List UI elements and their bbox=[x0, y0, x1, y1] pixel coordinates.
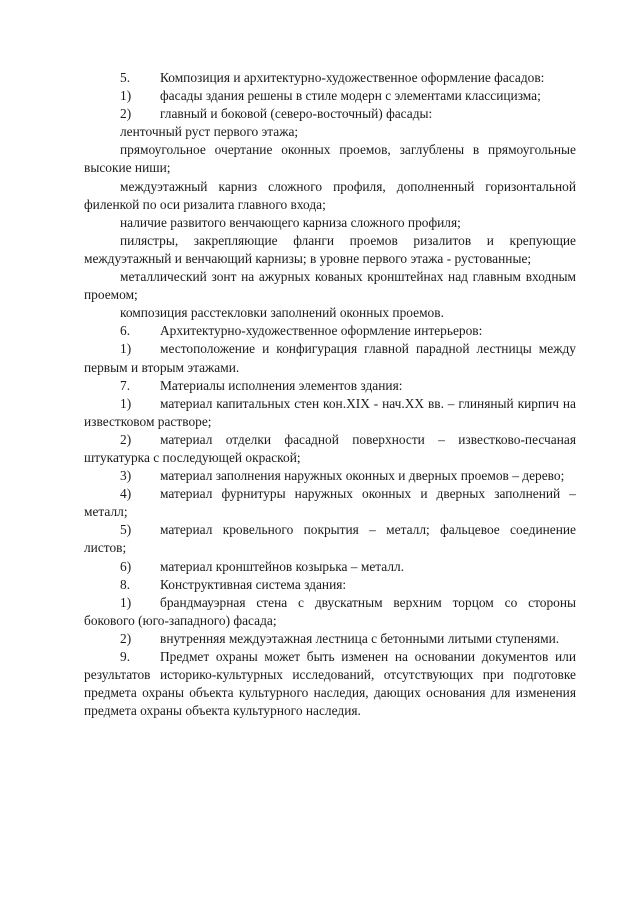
paragraph-text: материал заполнения наружных оконных и дверных проемов – дерево; bbox=[160, 468, 565, 484]
paragraph-number: 6. bbox=[120, 323, 131, 339]
document-paragraph bbox=[84, 521, 576, 557]
document-paragraph bbox=[84, 377, 576, 395]
document-paragraph bbox=[84, 467, 576, 485]
paragraph-text: Материалы исполнения элементов здания: bbox=[160, 377, 403, 393]
paragraph-text: металлический зонт на ажурных кованых кронштейнах над главным входным проемом; bbox=[84, 269, 576, 303]
paragraph-text: главный и боковой (северо-восточный) фасады: bbox=[160, 106, 433, 122]
paragraph-text: композиция расстекловки заполнений оконных проемов. bbox=[120, 305, 444, 321]
paragraph-number: 2) bbox=[120, 630, 132, 646]
document-paragraph bbox=[84, 268, 576, 304]
paragraph-number: 5. bbox=[120, 70, 131, 85]
document-paragraph bbox=[84, 630, 576, 648]
document-paragraph bbox=[84, 123, 576, 141]
document-paragraph bbox=[84, 485, 576, 521]
paragraph-text: материал отделки фасадной поверхности – известково-песчаная штукатурка с последующей окраской; bbox=[84, 431, 576, 465]
paragraph-text: наличие развитого венчающего карниза сложного профиля; bbox=[120, 214, 461, 230]
paragraph-number: 1) bbox=[120, 395, 132, 411]
paragraph-text: материал кровельного покрытия – металл; фальцевое соединение листов; bbox=[84, 522, 576, 556]
paragraph-text: местоположение и конфигурация главной парадной лестницы между первым и вторым этажами. bbox=[84, 341, 576, 375]
document-paragraph bbox=[84, 322, 576, 340]
paragraph-text: Архитектурно-художественное оформление интерьеров: bbox=[160, 323, 483, 339]
document-paragraph bbox=[84, 141, 576, 177]
document-paragraph bbox=[84, 87, 576, 105]
paragraph-text: междуэтажный карниз сложного профиля, дополненный горизонтальной филенкой по оси ризалита главного входа; bbox=[84, 178, 576, 212]
document-body bbox=[84, 69, 576, 720]
document-paragraph bbox=[84, 105, 576, 123]
paragraph-text: ленточный руст первого этажа; bbox=[120, 124, 299, 140]
document-paragraph bbox=[84, 431, 576, 467]
document-paragraph bbox=[84, 178, 576, 214]
paragraph-number: 2) bbox=[120, 431, 132, 447]
paragraph-text: материал капитальных стен кон.XIX - нач.XX вв. – глиняный кирпич на известковом растворе; bbox=[84, 395, 576, 429]
document-paragraph bbox=[84, 340, 576, 376]
paragraph-number: 8. bbox=[120, 576, 131, 592]
paragraph-text: пилястры, закрепляющие фланги проемов ризалитов и крепующие междуэтажный и венчающий карнизы; в уровне первого этажа - рустованные; bbox=[84, 232, 576, 266]
paragraph-number: 5) bbox=[120, 522, 132, 538]
paragraph-number: 7. bbox=[120, 377, 131, 393]
paragraph-number: 1) bbox=[120, 594, 132, 610]
document-paragraph bbox=[84, 395, 576, 431]
paragraph-text: материал кронштейнов козырька – металл. bbox=[160, 558, 405, 574]
document-paragraph bbox=[84, 648, 576, 720]
paragraph-number: 1) bbox=[120, 88, 132, 104]
document-paragraph bbox=[84, 558, 576, 576]
document-paragraph bbox=[84, 304, 576, 322]
document-paragraph bbox=[84, 214, 576, 232]
document-paragraph bbox=[84, 232, 576, 268]
document-paragraph bbox=[84, 594, 576, 630]
paragraph-text: брандмауэрная стена с двускатным верхним торцом со стороны бокового (юго-западного) фасада; bbox=[84, 594, 576, 628]
paragraph-text: Конструктивная система здания: bbox=[160, 576, 347, 592]
paragraph-number: 1) bbox=[120, 341, 132, 357]
paragraph-number: 6) bbox=[120, 558, 132, 574]
document-paragraph bbox=[84, 69, 576, 87]
paragraph-text: Предмет охраны может быть изменен на основании документов или результатов историко-культурных исследований, отсутствующих при подготовке предмета охраны объекта культурного наследия, дающих основания для изменения предмета охраны объекта культурного наследия. bbox=[84, 649, 576, 719]
paragraph-text: материал фурнитуры наружных оконных и дверных заполнений – металл; bbox=[84, 486, 576, 520]
paragraph-text: прямоугольное очертание оконных проемов, заглублены в прямоугольные высокие ниши; bbox=[84, 142, 576, 176]
paragraph-number: 9. bbox=[120, 649, 131, 664]
document-paragraph bbox=[84, 576, 576, 594]
paragraph-number: 3) bbox=[120, 468, 132, 484]
paragraph-number: 2) bbox=[120, 106, 132, 122]
paragraph-text: фасады здания решены в стиле модерн с элементами классицизма; bbox=[160, 88, 541, 104]
paragraph-text: внутренняя междуэтажная лестница с бетонными литыми ступенями. bbox=[160, 630, 560, 646]
paragraph-text: Композиция и архитектурно-художественное оформление фасадов: bbox=[160, 70, 545, 85]
paragraph-number: 4) bbox=[120, 486, 132, 502]
